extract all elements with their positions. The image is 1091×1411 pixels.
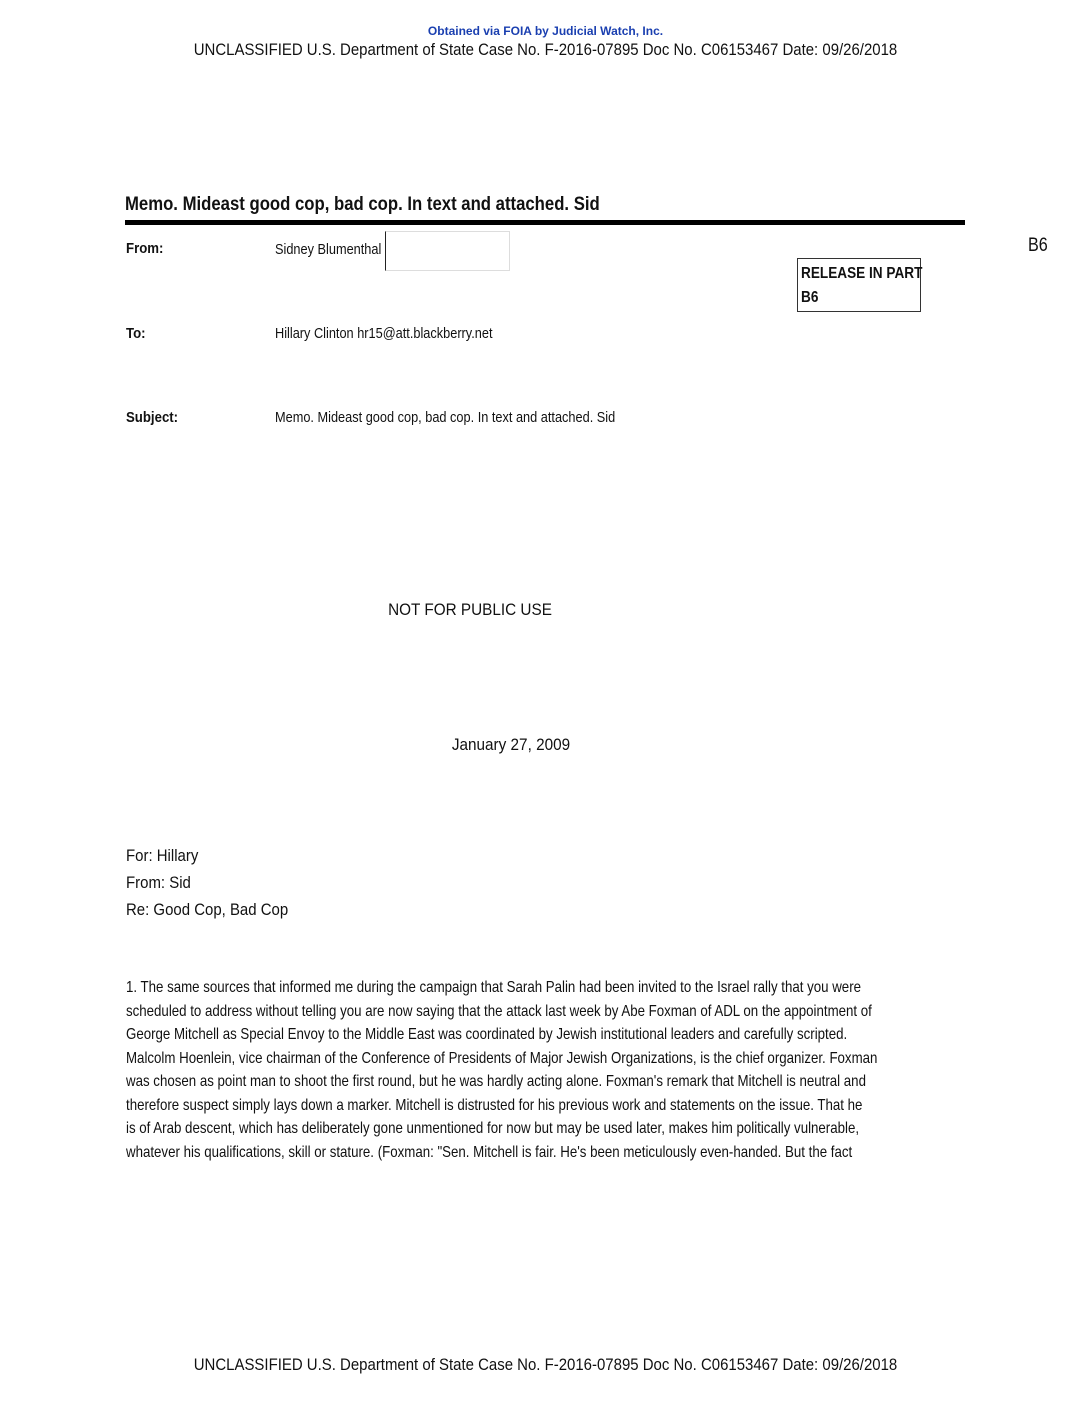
memo-header-block xyxy=(126,842,310,923)
memo-paragraph xyxy=(126,976,966,1164)
memo-date: January 27, 2009 xyxy=(451,735,571,754)
heading-divider xyxy=(125,220,965,225)
release-stamp-line2: B6 xyxy=(801,289,819,306)
release-stamp xyxy=(797,258,921,312)
paragraph-line: was chosen as point man to shoot the first round, but he was hardly acting alone. Foxman's remark that Mitchell is neutral and xyxy=(126,1073,866,1090)
paragraph-line: therefore suspect simply lays down a marker. Mitchell is distrusted for his previous work and statements on the issue. That he xyxy=(126,1096,863,1114)
memo-classification: NOT FOR PUBLIC USE xyxy=(388,600,552,619)
subject-value: Memo. Mideast good cop, bad cop. In text and attached. Sid xyxy=(275,409,616,426)
redaction-box xyxy=(385,231,510,271)
memo-re: Re: Good Cop, Bad Cop xyxy=(126,900,289,919)
paragraph-line: 1. The same sources that informed me during the campaign that Sarah Palin had been invited to the Israel rally that you were xyxy=(126,979,862,996)
foia-watermark: Obtained via FOIA by Judicial Watch, Inc. xyxy=(427,24,664,38)
to-value: Hillary Clinton hr15@att.blackberry.net xyxy=(275,325,493,342)
classification-footer: UNCLASSIFIED U.S. Department of State Case No. F-2016-07895 Doc No. C06153467 Date: 09/26/2018 xyxy=(193,1355,898,1374)
memo-from: From: Sid xyxy=(126,873,191,892)
to-label: To: xyxy=(126,325,146,342)
paragraph-line: is of Arab descent, which has deliberately gone unmentioned for now but may be used later, makes him politically vulnerable, xyxy=(126,1120,860,1137)
from-label: From: xyxy=(126,240,164,257)
classification-header: UNCLASSIFIED U.S. Department of State Case No. F-2016-07895 Doc No. C06153467 Date: 09/26/2018 xyxy=(193,40,898,59)
exemption-code: B6 xyxy=(1028,235,1048,256)
paragraph-line: whatever his qualifications, skill or stature. (Foxman: "Sen. Mitchell is fair. He's been meticulously even-handed. But the fact xyxy=(126,1143,853,1161)
subject-label: Subject: xyxy=(126,409,179,426)
memo-for: For: Hillary xyxy=(126,846,199,865)
paragraph-line: Malcolm Hoenlein, vice chairman of the Conference of Presidents of Major Jewish Organizations, is the chief organizer. Foxman xyxy=(126,1049,878,1067)
paragraph-line: scheduled to address without telling you are now saying that the attack last week by Abe Foxman of ADL on the appointment of xyxy=(126,1002,872,1020)
from-value: Sidney Blumenthal xyxy=(275,241,382,258)
paragraph-line: George Mitchell as Special Envoy to the Middle East was coordinated by Jewish institutional leaders and carefully scripted. xyxy=(126,1026,848,1043)
email-title: Memo. Mideast good cop, bad cop. In text and attached. Sid xyxy=(125,194,600,215)
release-stamp-line1: RELEASE IN PART xyxy=(801,265,923,282)
